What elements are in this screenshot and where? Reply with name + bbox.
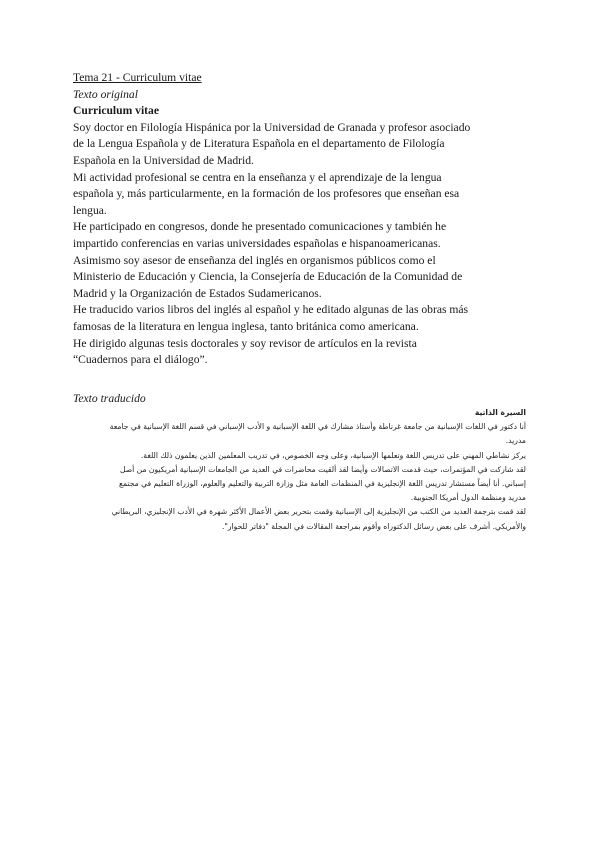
- translated-heading: السيرة الذاتية: [474, 408, 526, 417]
- original-paragraph: He traducido varios libros del inglés al español y he editado algunas de las obras más famosas de la literatura en lengua inglesa, tanto británica como americana.: [73, 303, 469, 333]
- translated-paragraph: لقد قمت بترجمة العديد من الكتب من الإنجليزية إلى الإسبانية وقمت بتحرير بعض الأعمال الأكثر شهرة في الأدب الإنجليزي، البريطاني والأمريكي. أشرف على بعض رسائل الدكتوراه وأقوم بمراجعة المقالات في المجلة "دفاتر للحوار".: [111, 507, 526, 531]
- translated-text-label: Texto traducido: [73, 392, 146, 405]
- original-paragraph: He participado en congresos, donde he presentado comunicaciones y también he impartido conferencias en varias universidades españolas e hispanoamericanas. Asimismo soy asesor de enseñanza del inglés en organismos públicos como el Ministerio de Educación y Ciencia, la Consejería de Educación de la Comunidad de Madrid y la Organización de Estados Sudamericanos.: [73, 220, 463, 300]
- translated-paragraph: أنا دكتور في اللغات الإسبانية من جامعة غرناطة وأستاذ مشارك في اللغة الإسبانية و الأدب الإسباني في قسم اللغة الإسبانية في جامعة مدريد.: [109, 422, 526, 446]
- translated-text-section: [100, 406, 526, 534]
- original-text-label: Texto original: [73, 87, 138, 101]
- cv-heading: Curriculum vitae: [73, 104, 159, 118]
- document-title: Tema 21 - Curriculum vitae: [73, 71, 202, 84]
- original-paragraph: Soy doctor en Filología Hispánica por la Universidad de Granada y profesor asociado de la Lengua Española y de Literatura Española en el departamento de Filología Española en la Universidad de Madrid.: [73, 120, 471, 167]
- translated-paragraph: يركز نشاطي المهني على تدريس اللغة وتعلمها الإسبانية، وعلى وجه الخصوص، في تدريب المعلمين الذين يعلمون ذلك اللغة.: [140, 450, 526, 460]
- original-text-section: [73, 70, 473, 369]
- original-paragraph: Mi actividad profesional se centra en la enseñanza y el aprendizaje de la lengua española y, más particularmente, en la formación de los profesores que enseñan esa lengua.: [73, 170, 460, 217]
- translated-paragraph: لقد شاركت في المؤتمرات، حيث قدمت الاتصالات وأيضا لقد ألقيت محاضرات في العديد من الجامعات الإسبانية أمريكيون من أصل إسباني. أنا أيضاً مستشار تدريس اللغة الإنجليزية في المنظمات العامة مثل وزارة التربية والتعليم والعلوم، الوزراة التعليم في مجتمع مدريد ومنظمة الدول أمريكا الجنوبية.: [119, 464, 526, 503]
- original-paragraph: He dirigido algunas tesis doctorales y soy revisor de artículos en la revista “Cuadernos para el diálogo”.: [73, 336, 417, 367]
